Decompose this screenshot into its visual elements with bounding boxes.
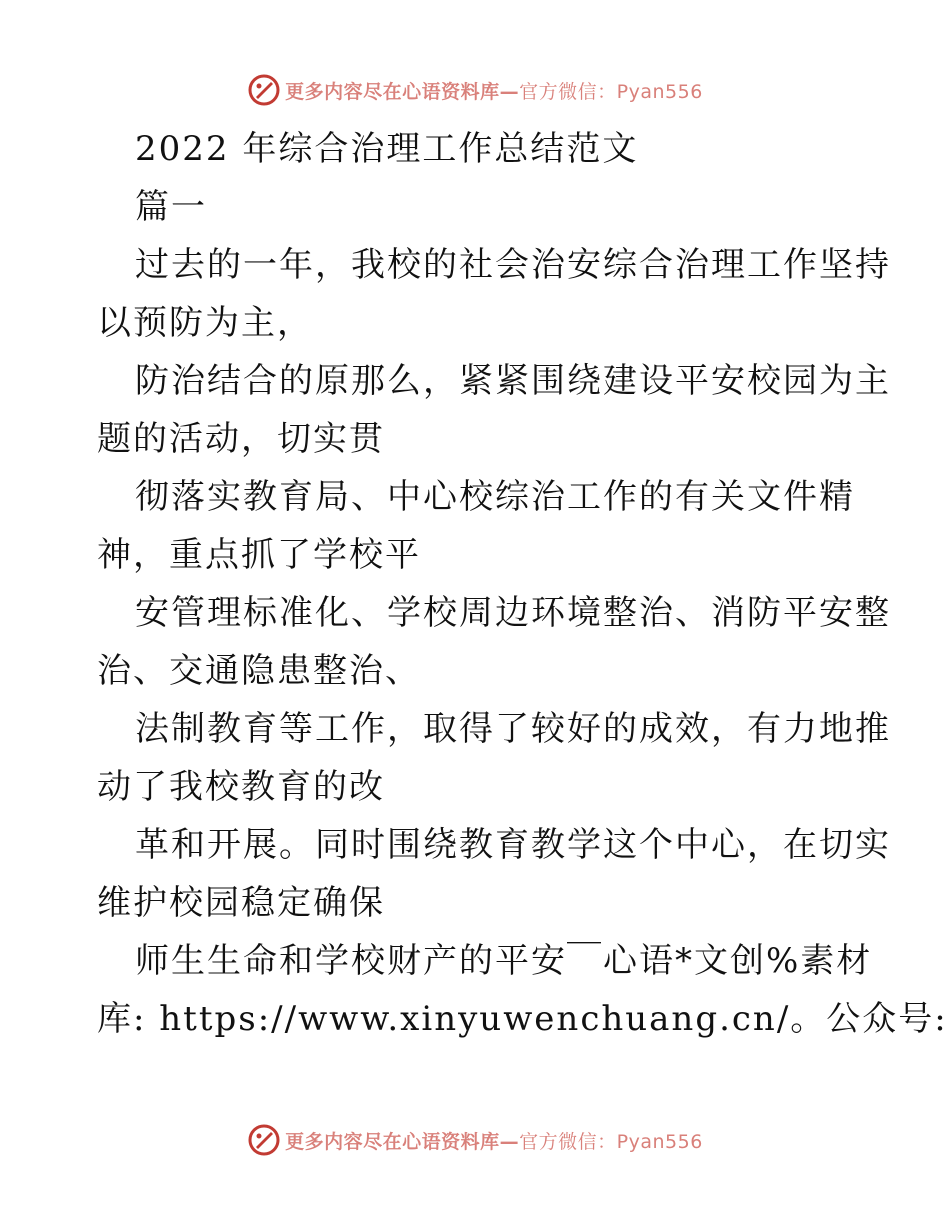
paragraph-line: 维护校园稳定确保	[97, 883, 385, 923]
document-body	[97, 120, 948, 1048]
paragraph-line: 防治结合的原那么，紧紧围绕建设平安校园为主	[135, 361, 891, 401]
paragraph-line: 师生生命和学校财产的平安￣心语*文创%素材	[135, 941, 873, 981]
banner-text	[285, 77, 703, 104]
paragraph-line: 神，重点抓了学校平	[97, 535, 421, 575]
document-title: 2022 年综合治理工作总结范文	[135, 129, 639, 169]
banner-text	[285, 1127, 703, 1154]
paragraph-line: 法制教育等工作，取得了较好的成效，有力地推	[135, 709, 891, 749]
paragraph-line: 以预防为主，	[97, 303, 313, 343]
paragraph-line: 动了我校教育的改	[97, 767, 385, 807]
quill-logo-icon	[247, 73, 281, 107]
banner-contact: 官方微信：Pyan556	[519, 80, 703, 103]
header-watermark-banner	[0, 70, 950, 110]
paragraph-line-url: 库: https://www.xinyuwenchuang.cn/。公众号:	[97, 999, 948, 1039]
banner-contact: 官方微信：Pyan556	[519, 1130, 703, 1153]
paragraph-line: 革和开展。同时围绕教育教学这个中心，在切实	[135, 825, 891, 865]
banner-dash: —	[499, 80, 520, 103]
paragraph-line: 治、交通隐患整治、	[97, 651, 421, 691]
paragraph-line: 题的活动，切实贯	[97, 419, 385, 459]
banner-dash: —	[499, 1130, 520, 1153]
paragraph-line: 过去的一年，我校的社会治安综合治理工作坚持	[135, 245, 891, 285]
footer-watermark-banner	[0, 1120, 950, 1160]
quill-logo-icon	[247, 1123, 281, 1157]
banner-brand: 更多内容尽在心语资料库	[285, 80, 500, 103]
paragraph-line: 彻落实教育局、中心校综治工作的有关文件精	[135, 477, 855, 517]
section-heading: 篇一	[135, 187, 207, 227]
banner-brand: 更多内容尽在心语资料库	[285, 1130, 500, 1153]
paragraph-line: 安管理标准化、学校周边环境整治、消防平安整	[135, 593, 891, 633]
